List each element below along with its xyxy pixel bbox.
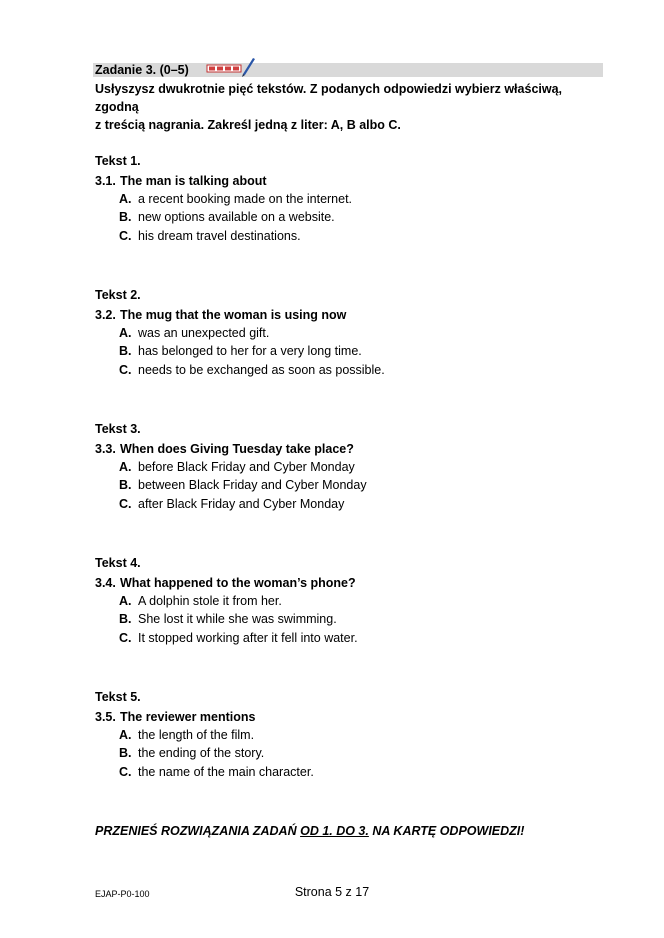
- option-c[interactable]: [119, 629, 358, 647]
- option-letter[interactable]: C.: [119, 630, 132, 645]
- score-boxes-icon: [206, 56, 256, 80]
- option-text: was an unexpected gift.: [138, 326, 270, 340]
- option-c[interactable]: [119, 227, 352, 245]
- option-letter[interactable]: A.: [119, 728, 132, 742]
- option-b[interactable]: [119, 342, 385, 360]
- question-text: What happened to the woman’s phone?: [120, 576, 356, 590]
- tekst-label: Tekst 1.: [95, 154, 141, 168]
- option-a[interactable]: [119, 324, 385, 342]
- note-part-3: NA KARTĘ ODPOWIEDZI!: [368, 824, 525, 838]
- option-text: the name of the main character.: [138, 764, 314, 779]
- option-b[interactable]: [119, 476, 367, 494]
- option-text: the length of the film.: [138, 728, 255, 742]
- option-letter[interactable]: A.: [119, 326, 132, 340]
- option-letter[interactable]: C.: [119, 496, 132, 511]
- option-letter[interactable]: B.: [119, 746, 132, 761]
- question: [95, 172, 352, 190]
- option-text: after Black Friday and Cyber Monday: [138, 496, 345, 511]
- option-text: A dolphin stole it from her.: [138, 594, 282, 608]
- task-header: [93, 63, 603, 77]
- option-text: It stopped working after it fell into water.: [138, 630, 358, 645]
- option-text: a recent booking made on the internet.: [138, 192, 353, 206]
- option-text: needs to be exchanged as soon as possible.: [138, 362, 385, 377]
- option-text: has belonged to her for a very long time.: [138, 344, 362, 359]
- option-a[interactable]: [119, 190, 352, 208]
- option-b[interactable]: [119, 744, 314, 762]
- question-number: 3.1.: [95, 174, 116, 188]
- question-text: The mug that the woman is using now: [120, 308, 347, 322]
- option-letter[interactable]: A.: [119, 594, 132, 608]
- option-letter[interactable]: A.: [119, 460, 132, 474]
- option-a[interactable]: [119, 592, 358, 610]
- task-title: Zadanie 3. (0–5): [95, 63, 189, 77]
- option-c[interactable]: [119, 495, 367, 513]
- question-number: 3.4.: [95, 576, 116, 590]
- pen-icon: [242, 58, 255, 77]
- option-b[interactable]: [119, 208, 352, 226]
- question-number: 3.5.: [95, 710, 116, 724]
- option-letter[interactable]: C.: [119, 362, 132, 377]
- question: [95, 708, 314, 726]
- question: [95, 574, 358, 592]
- question-number: 3.3.: [95, 442, 116, 456]
- question-item-1: [95, 152, 352, 245]
- option-letter[interactable]: A.: [119, 192, 132, 206]
- option-text: She lost it while she was swimming.: [138, 612, 337, 627]
- transfer-answers-note: [95, 822, 524, 840]
- option-b[interactable]: [119, 610, 358, 628]
- question-text: The reviewer mentions: [120, 710, 256, 724]
- question-text: The man is talking about: [120, 174, 267, 188]
- tekst-label: Tekst 2.: [95, 288, 141, 302]
- option-letter[interactable]: B.: [119, 612, 132, 627]
- option-text: between Black Friday and Cyber Monday: [138, 478, 367, 493]
- task-instruction: [95, 80, 607, 134]
- option-a[interactable]: [119, 458, 367, 476]
- option-a[interactable]: [119, 726, 314, 744]
- option-text: new options available on a website.: [138, 210, 335, 225]
- option-text: the ending of the story.: [138, 746, 265, 761]
- option-letter[interactable]: B.: [119, 210, 132, 225]
- tekst-label: Tekst 4.: [95, 556, 141, 570]
- instruction-line-1: Usłyszysz dwukrotnie pięć tekstów. Z podanych odpowiedzi wybierz właściwą, zgodną: [95, 82, 563, 114]
- question-item-2: [95, 286, 385, 379]
- exam-code: EJAP-P0-100: [95, 889, 150, 899]
- instruction-line-2: z treścią nagrania. Zakreśl jedną z liter: A, B albo C.: [95, 118, 401, 132]
- option-text: his dream travel destinations.: [138, 228, 301, 243]
- question: [95, 306, 385, 324]
- question-number: 3.2.: [95, 308, 116, 322]
- option-c[interactable]: [119, 361, 385, 379]
- note-part-2: OD 1. DO 3.: [300, 824, 369, 838]
- page-number: Strona 5 z 17: [294, 885, 370, 899]
- tekst-label: Tekst 3.: [95, 422, 141, 436]
- note-part-1: PRZENIEŚ ROZWIĄZANIA ZADAŃ: [95, 824, 301, 838]
- option-letter[interactable]: B.: [119, 344, 132, 359]
- question-item-4: [95, 554, 358, 647]
- option-letter[interactable]: C.: [119, 228, 132, 243]
- question-text: When does Giving Tuesday take place?: [120, 442, 354, 456]
- option-c[interactable]: [119, 763, 314, 781]
- option-letter[interactable]: C.: [119, 764, 132, 779]
- question-item-5: [95, 688, 314, 781]
- option-text: before Black Friday and Cyber Monday: [138, 460, 355, 474]
- tekst-label: Tekst 5.: [95, 690, 141, 704]
- option-letter[interactable]: B.: [119, 478, 132, 493]
- question: [95, 440, 367, 458]
- question-item-3: [95, 420, 367, 513]
